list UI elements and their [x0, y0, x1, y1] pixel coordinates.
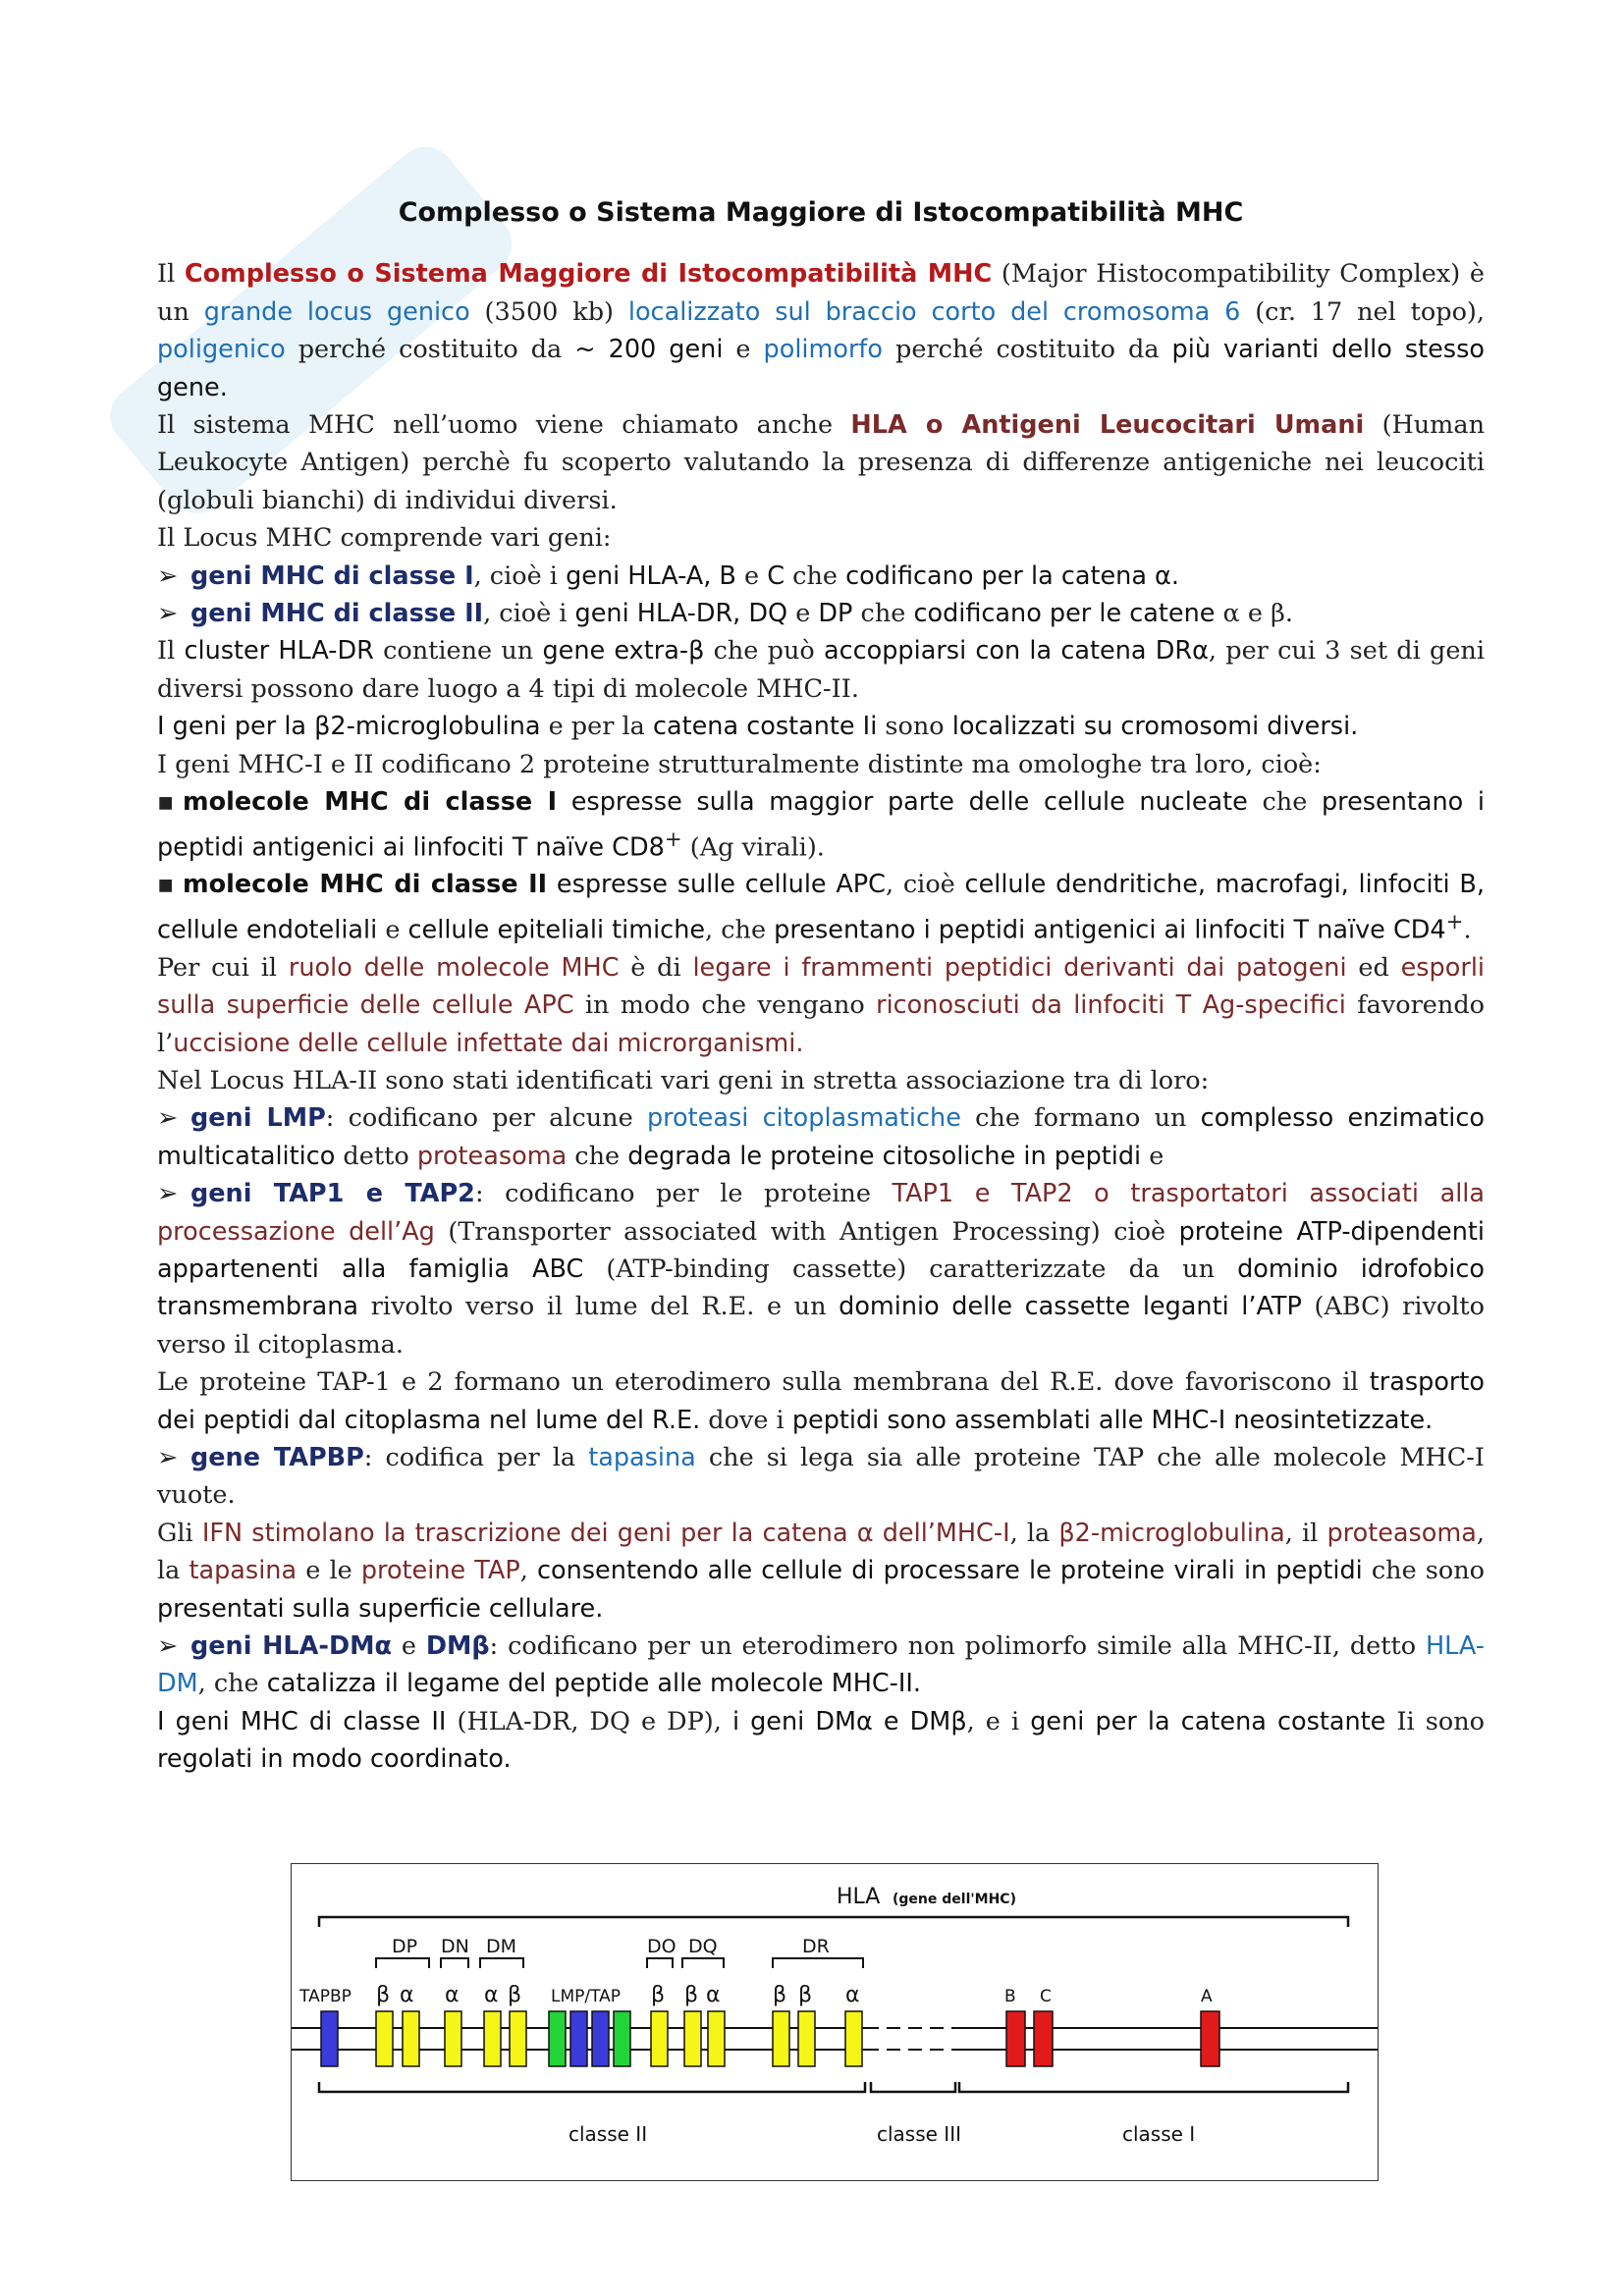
highlight: poligenico	[157, 335, 286, 365]
text: Gli	[157, 1518, 202, 1548]
text: , la	[157, 1518, 1485, 1586]
text: , per cui 3 set di geni diversi possono dare luogo a 4 tipi di molecole MHC-II.	[157, 636, 1486, 704]
text: (ATP-binding cassette) caratterizzate da un	[583, 1254, 1238, 1284]
arrow-bullet-icon: ➢	[157, 1631, 179, 1662]
bullet-class-i	[157, 558, 1485, 595]
highlight: riconosciuti da linfociti T Ag-specifici	[876, 990, 1346, 1021]
hla-sub-label: (gene dell'MHC)	[893, 1892, 1016, 1907]
highlight: tapasina	[189, 1556, 298, 1586]
text: è di	[619, 952, 693, 983]
text: , la	[1009, 1518, 1059, 1548]
text: , cioè i	[473, 561, 567, 591]
gene-box-dq-beta	[684, 2011, 701, 2066]
text: che	[567, 1141, 628, 1171]
highlight: presentano i peptidi antigenici ai linfociti T naïve CD4	[774, 915, 1446, 945]
gene-box-dr-beta	[798, 2011, 815, 2066]
highlight: espresse sulle cellule APC	[547, 870, 886, 900]
square-bullet-class-i	[157, 783, 1485, 866]
bullet-tapbp	[157, 1439, 1485, 1515]
highlight: trasporto dei peptidi dal citoplasma nel lume del R.E.	[157, 1367, 1485, 1435]
class-label-ii: classe II	[568, 2122, 648, 2146]
arrow-bullet-icon: ➢	[157, 1103, 179, 1134]
text: : codificano per alcune	[325, 1103, 647, 1134]
square-bullet-icon: ▪	[157, 787, 175, 818]
highlight: catalizza il legame del peptide alle molecole MHC-II.	[266, 1669, 922, 1699]
highlight: consentendo alle cellule di processare le proteine virali in peptidi	[536, 1556, 1363, 1586]
highlight: codificano per la catena α.	[845, 561, 1179, 591]
highlight: regolati in modo coordinato.	[157, 1744, 512, 1775]
gene-box-a	[1201, 2011, 1219, 2066]
text: Il sistema MHC nell’uomo viene chiamato anche	[157, 410, 851, 441]
text: α e β.	[1215, 599, 1293, 629]
term: gene TAPBP	[190, 1443, 364, 1472]
gene-box-dn-alpha	[445, 2011, 461, 2066]
gene-label: β	[798, 1983, 813, 2007]
text: sono	[877, 712, 952, 742]
text: e per la	[540, 712, 653, 742]
gene-label: β	[376, 1983, 391, 2007]
highlight: complesso enzimatico multicatalitico	[157, 1103, 1486, 1171]
text: (cr. 17 nel topo),	[1240, 296, 1485, 327]
paragraph-ifn	[157, 1515, 1485, 1628]
term: geni MHC di classe I	[190, 561, 474, 591]
text: che può	[704, 636, 824, 667]
highlight: degrada le proteine citosoliche in peptidi	[627, 1141, 1142, 1171]
highlight: peptidi sono assemblati alle MHC-I neosintetizzate.	[791, 1405, 1434, 1435]
text: e	[377, 915, 408, 945]
group-label-dp: DP	[392, 1936, 418, 1957]
highlight: proteine ATP-dipendenti appartenenti alla famiglia ABC	[157, 1216, 1485, 1284]
paragraph-tap-transport	[157, 1363, 1485, 1439]
bullet-tap	[157, 1175, 1485, 1363]
term: geni TAP1 e TAP2	[190, 1179, 475, 1209]
text: (HLA-DR, DQ e DP),	[446, 1706, 732, 1736]
group-label-dm: DM	[486, 1936, 517, 1957]
term-hla: HLA o Antigeni Leucocitari Umani	[850, 410, 1365, 441]
highlight: esporli sulla superficie delle cellule APC	[157, 952, 1485, 1021]
hla-label: HLA	[837, 1885, 881, 1909]
text: detto	[335, 1141, 417, 1171]
text: (Ag virali).	[681, 832, 825, 862]
text: Ii sono	[1385, 1706, 1485, 1736]
highlight: proteasoma	[416, 1141, 568, 1171]
gene-label: β	[684, 1983, 699, 2007]
highlight: I geni per la β2-microglobulina	[157, 712, 541, 742]
paragraph-locus-ii: Nel Locus HLA-II sono stati identificati vari geni in stretta associazione tra di loro:	[157, 1065, 1210, 1095]
highlight: espresse sulla maggior parte delle cellule nucleate	[557, 787, 1248, 818]
text: : codificano per un eterodimero non polimorfo simile alla MHC-II, detto	[489, 1631, 1426, 1662]
highlight: catena costante Ii	[652, 712, 878, 742]
text: che formano un	[960, 1103, 1201, 1134]
bullet-class-ii	[157, 595, 1485, 632]
term: geni HLA-DMα	[190, 1631, 393, 1662]
gene-label: α	[400, 1983, 414, 2007]
text: e	[735, 561, 768, 591]
highlight: i geni DMα e DMβ	[731, 1706, 967, 1736]
gene-box-dp-alpha	[403, 2011, 419, 2066]
text: perché costituito da	[883, 335, 1172, 365]
square-bullet-class-ii	[157, 866, 1485, 948]
highlight: localizzati su cromosomi diversi.	[951, 712, 1359, 742]
text: .	[1463, 915, 1472, 945]
gene-box-tap	[592, 2011, 609, 2066]
gene-box-dm-beta	[510, 2011, 526, 2066]
highlight: β2-microglobulina	[1058, 1518, 1285, 1548]
arrow-bullet-icon: ➢	[157, 1443, 179, 1472]
highlight: proteasoma	[1326, 1518, 1477, 1548]
group-label-dn: DN	[441, 1936, 469, 1957]
term: DMβ	[425, 1631, 490, 1662]
group-label-do: DO	[647, 1936, 677, 1957]
gene-label-tapbp: TAPBP	[299, 1987, 352, 2006]
text: e	[787, 599, 819, 629]
text: dove i	[700, 1405, 792, 1435]
text: che	[1247, 787, 1322, 818]
highlight: cellule dendritiche, macrofagi, linfociti B, cellule endoteliali	[157, 870, 1486, 945]
highlight: accoppiarsi con la catena DRα	[823, 636, 1209, 667]
paragraph-coordinated	[157, 1703, 1485, 1779]
paragraph-locus: Il Locus MHC comprende vari geni:	[157, 523, 612, 554]
bracket-do	[647, 1958, 673, 1968]
bracket-dm	[480, 1958, 523, 1968]
text: e	[723, 335, 764, 365]
paragraph-role	[157, 949, 1485, 1062]
highlight: geni per la catena costante	[1030, 1706, 1386, 1736]
gene-label: β	[651, 1983, 666, 2007]
paragraph-cluster-dr	[157, 632, 1485, 708]
class-label-i: classe I	[1122, 2122, 1196, 2146]
gene-label-lmp-tap: LMP/TAP	[551, 1987, 622, 2006]
term: molecole MHC di classe I	[183, 787, 558, 818]
bracket-dn	[441, 1958, 468, 1968]
highlight: grande locus genico	[203, 296, 470, 327]
gene-box-do-beta	[651, 2011, 668, 2066]
bracket-classe-i	[959, 2082, 1348, 2092]
text: , che	[705, 915, 775, 945]
highlight: cellule epiteliali timiche	[407, 915, 706, 945]
text: (ABC) rivolto verso il citoplasma.	[157, 1292, 1485, 1360]
term: geni MHC di classe II	[190, 599, 484, 629]
gene-label-a: A	[1201, 1987, 1213, 2006]
gene-box-c	[1034, 2011, 1053, 2066]
gene-label: α	[845, 1983, 860, 2007]
gene-box-dq-alpha	[708, 2011, 725, 2066]
gene-label: β	[508, 1983, 522, 2007]
text: in modo che vengano	[573, 990, 877, 1021]
arrow-bullet-icon: ➢	[157, 599, 179, 629]
superscript: +	[1445, 909, 1464, 934]
text: (Transporter associated with Antigen Processing) cioè	[434, 1216, 1179, 1247]
paragraph-hla	[157, 406, 1485, 519]
highlight: geni HLA-A, B	[566, 561, 736, 591]
gene-label: α	[706, 1983, 721, 2007]
arrow-bullet-icon: ➢	[157, 561, 179, 591]
text: che si lega sia alle proteine TAP che alle molecole MHC-I vuote.	[157, 1443, 1485, 1511]
text: e	[1141, 1141, 1164, 1171]
bullet-hla-dm	[157, 1628, 1485, 1703]
group-label-dq: DQ	[688, 1936, 718, 1957]
highlight: codificano per le catene	[913, 599, 1216, 629]
highlight: presentati sulla superficie cellulare.	[157, 1593, 604, 1624]
text: che	[785, 561, 846, 591]
gene-box-lmp	[549, 2011, 566, 2066]
text: perché costituito da	[285, 335, 575, 365]
highlight: cluster HLA-DR	[184, 636, 374, 667]
highlight: presentano i peptidi antigenici ai linfociti T naïve CD8	[157, 787, 1486, 862]
gene-box-tapbp	[321, 2011, 338, 2066]
text: che	[852, 599, 914, 629]
arrow-bullet-icon: ➢	[157, 1179, 179, 1209]
highlight: polimorfo	[763, 335, 884, 365]
group-label-dr: DR	[802, 1936, 830, 1957]
text: , il	[1284, 1518, 1327, 1548]
text: , e i	[966, 1706, 1031, 1736]
highlight: TAP1 e TAP2 o trasportatori associati alla processazione dell’Ag	[157, 1179, 1485, 1247]
bracket-dp	[376, 1958, 429, 1968]
bullet-lmp	[157, 1099, 1485, 1175]
highlight: uccisione delle cellule infettate dai microrganismi.	[173, 1028, 804, 1058]
highlight: localizzato sul braccio corto del cromosoma 6	[627, 296, 1241, 327]
text: e	[392, 1631, 426, 1662]
highlight: dominio idrofobico transmembrana	[157, 1254, 1486, 1322]
text: (Human Leukocyte Antigen) perchè fu scoperto valutando la presenza di differenze antigeniche nei leucociti (globuli bianchi) di individui diversi.	[157, 410, 1485, 515]
gene-box-lmp	[614, 2011, 630, 2066]
highlight: I geni MHC di classe II	[157, 1706, 447, 1736]
paragraph-proteins: I geni MHC-I e II codificano 2 proteine strutturalmente distinte ma omologhe tra loro, cioè:	[157, 749, 1322, 779]
text: Per cui il	[157, 952, 289, 983]
text: favorendo l’	[157, 990, 1485, 1058]
gene-label: α	[484, 1983, 499, 2007]
highlight: proteasi citoplasmatiche	[646, 1103, 961, 1134]
square-bullet-icon: ▪	[157, 870, 175, 900]
text: , cioè	[886, 870, 965, 900]
highlight: geni HLA-DR, DQ	[574, 599, 788, 629]
gene-label-c: C	[1040, 1987, 1052, 2006]
text: , che	[197, 1669, 267, 1699]
gene-box-dr-alpha	[845, 2011, 862, 2066]
text: , cioè i	[483, 599, 575, 629]
highlight: IFN stimolano la trascrizione dei geni per la catena α dell’MHC-I	[201, 1518, 1010, 1548]
bracket-classe-iii	[871, 2082, 955, 2092]
highlight: più varianti dello stesso gene.	[157, 335, 1485, 402]
text: (3500 kb)	[469, 296, 628, 327]
highlight: dominio delle cassette leganti l’ATP	[839, 1292, 1302, 1322]
text: (Major Histocompatibility Complex) è un	[157, 259, 1485, 327]
text: contiene un	[373, 636, 543, 667]
gene-box-tap	[570, 2011, 587, 2066]
gene-label: α	[445, 1983, 460, 2007]
text: ed	[1346, 952, 1401, 983]
gene-label: β	[773, 1983, 787, 2007]
highlight: gene extra-β	[542, 636, 705, 667]
highlight: proteine TAP	[360, 1556, 520, 1586]
gene-box-dm-alpha	[484, 2011, 501, 2066]
paragraph-b2m	[157, 708, 1485, 745]
highlight: DP	[818, 599, 853, 629]
highlight: HLA-DM	[157, 1631, 1485, 1699]
text: Il	[157, 636, 185, 667]
highlight: ~ 200 geni	[574, 335, 724, 365]
class-label-iii: classe III	[877, 2122, 962, 2146]
bracket-dq	[682, 1958, 724, 1968]
text: che sono	[1362, 1556, 1486, 1586]
term-mhc: Complesso o Sistema Maggiore di Istocompatibilità MHC	[184, 259, 993, 290]
paragraph-intro	[157, 255, 1485, 406]
term: molecole MHC di classe II	[183, 870, 548, 900]
text: rivolto verso il lume del R.E. e un	[358, 1292, 839, 1322]
hla-gene-map	[291, 1863, 1379, 2181]
gene-box-dp-beta	[376, 2011, 393, 2066]
page-title: Complesso o Sistema Maggiore di Istocompatibilità MHC	[398, 197, 1244, 228]
highlight: C	[767, 561, 785, 591]
text: Il	[157, 259, 185, 290]
gene-label-b: B	[1004, 1987, 1016, 2006]
hla-bracket	[319, 1917, 1348, 1927]
term: geni LMP	[190, 1103, 326, 1134]
text: ,	[519, 1556, 537, 1586]
text: : codificano per le proteine	[474, 1179, 893, 1209]
highlight: ruolo delle molecole MHC	[288, 952, 620, 983]
bracket-classe-ii	[319, 2082, 865, 2092]
superscript: +	[664, 827, 682, 852]
document-body	[157, 194, 1485, 1779]
bracket-dr	[773, 1958, 863, 1968]
highlight: legare i frammenti peptidici derivanti dai patogeni	[692, 952, 1347, 983]
highlight: tapasina	[588, 1443, 696, 1472]
text: e le	[297, 1556, 361, 1586]
gene-box-dr-beta	[773, 2011, 789, 2066]
text: : codifica per la	[363, 1443, 589, 1472]
gene-box-b	[1006, 2011, 1025, 2066]
text: Le proteine TAP-1 e 2 formano un eterodimero sulla membrana del R.E. dove favoriscono il	[157, 1367, 1370, 1398]
